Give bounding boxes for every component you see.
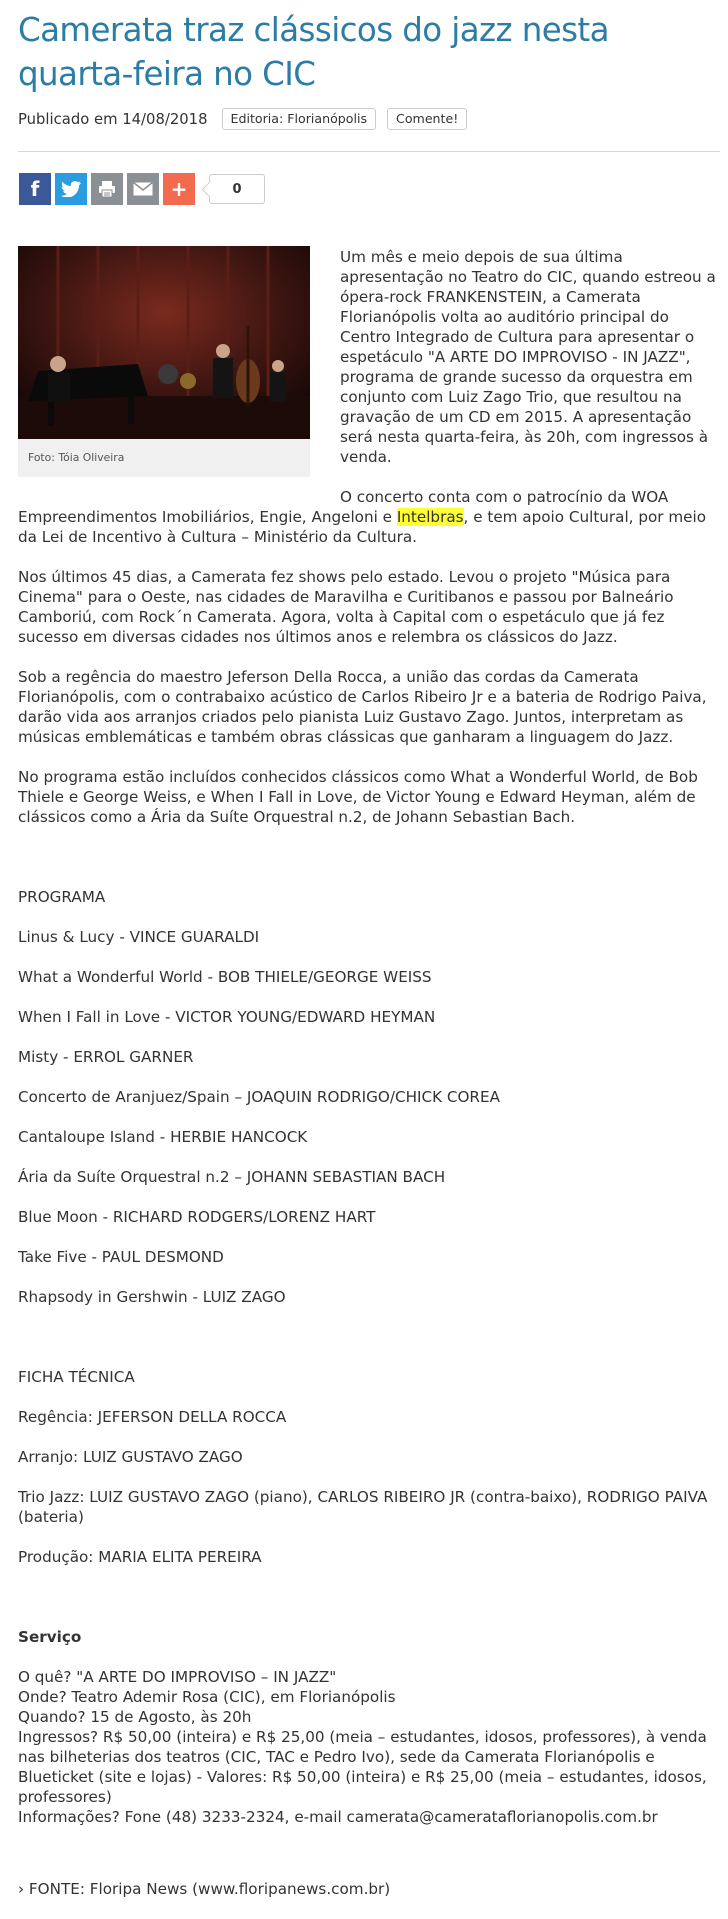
printer-icon bbox=[98, 180, 116, 198]
servico-heading: Serviço bbox=[18, 1628, 82, 1646]
ficha-item: Produção: MARIA ELITA PEREIRA bbox=[18, 1548, 262, 1566]
program-item: When I Fall in Love - VICTOR YOUNG/EDWARD HEYMAN bbox=[18, 1008, 436, 1026]
program-item: Ária da Suíte Orquestral n.2 – JOHANN SEBASTIAN BACH bbox=[18, 1168, 446, 1186]
ficha-item: Trio Jazz: LUIZ GUSTAVO ZAGO (piano), CARLOS RIBEIRO JR (contra-baixo), RODRIGO PAIVA (bateria) bbox=[18, 1488, 708, 1526]
published-date: Publicado em 14/08/2018 bbox=[18, 110, 208, 128]
photo-float-space bbox=[18, 247, 340, 495]
intro-paragraph: Um mês e meio depois de sua última apresentação no Teatro do CIC, quando estreou a ópera-rock FRANKENSTEIN, a Camerata Florianópolis volta ao auditório principal do Centro Integrado de Cultura para apresentar o espetáculo "A ARTE DO IMPROVISO - IN JAZZ", programa de grande sucesso da orquestra em conjunto com Luiz Zago Trio, que resultou na gravação de um CD em 2015. A apresentação será nesta quarta-feira, às 20h, com ingressos à venda. bbox=[340, 248, 716, 466]
ficha-item: Arranjo: LUIZ GUSTAVO ZAGO bbox=[18, 1448, 243, 1466]
servico-line: Quando? 15 de Agosto, às 20h bbox=[18, 1708, 252, 1726]
article-meta bbox=[18, 106, 467, 132]
sponsor-text-end: , e tem apoio Cultural, por meio da Lei de Incentivo à Cultura – Ministério da Cultura. bbox=[18, 508, 706, 546]
body-paragraph: No programa estão incluídos conhecidos clássicos como What a Wonderful World, de Bob Thiele e George Weiss, e When I Fall in Love, de Victor Young e Edward Heyman, além de clássicos como a Ária da Suíte Orquestral n.2, de Johann Sebastian Bach. bbox=[18, 768, 698, 826]
facebook-icon[interactable]: f bbox=[19, 173, 51, 205]
envelope-icon bbox=[133, 182, 153, 196]
email-icon[interactable] bbox=[127, 173, 159, 205]
article-title: Camerata traz clássicos do jazz nesta quarta-feira no CIC bbox=[18, 11, 609, 93]
divider bbox=[18, 151, 720, 152]
body-paragraph: Sob a regência do maestro Jeferson Della Rocca, a união das cordas da Camerata Florianópolis, com o contrabaixo acústico de Carlos Ribeiro Jr e a bateria de Rodrigo Paiva, darão vida aos arranjos criados pelo pianista Luiz Gustavo Zago. Juntos, interpretam as músicas emblemáticas e também obras clássicas que ganharam a linguagem do Jazz. bbox=[18, 668, 707, 746]
sponsor-text: O concerto conta com o patrocínio da WOA Empreendimentos Imobiliários, Engie, Angeloni e bbox=[18, 488, 669, 526]
servico-line: Onde? Teatro Ademir Rosa (CIC), em Florianópolis bbox=[18, 1688, 396, 1706]
twitter-bird-icon bbox=[61, 181, 81, 197]
servico-line: Ingressos? R$ 50,00 (inteira) e R$ 25,00 (meia – estudantes, idosos, professores), à venda nas bilheterias dos teatros (CIC, TAC e Pedro Ivo), sede da Camerata Florianópolis e Blueticket (site e lojas) - Valores: R$ 50,00 (inteira) e R$ 25,00 (meia – estudantes, idosos, professores) bbox=[18, 1728, 707, 1806]
ficha-heading: FICHA TÉCNICA bbox=[18, 1368, 135, 1386]
share-count: 0 bbox=[209, 174, 265, 204]
category-tag[interactable]: Editoria: Florianópolis bbox=[222, 108, 377, 130]
comment-tag[interactable]: Comente! bbox=[387, 108, 467, 130]
program-item: What a Wonderful World - BOB THIELE/GEORGE WEISS bbox=[18, 968, 432, 986]
program-item: Rhapsody in Gershwin - LUIZ ZAGO bbox=[18, 1288, 286, 1306]
plus-icon[interactable]: + bbox=[163, 173, 195, 205]
program-item: Misty - ERROL GARNER bbox=[18, 1048, 194, 1066]
program-item: Cantaloupe Island - HERBIE HANCOCK bbox=[18, 1128, 308, 1146]
program-item: Blue Moon - RICHARD RODGERS/LORENZ HART bbox=[18, 1208, 376, 1226]
share-bar bbox=[19, 173, 265, 205]
servico-line: O quê? "A ARTE DO IMPROVISO – IN JAZZ" bbox=[18, 1668, 337, 1686]
programa-heading: PROGRAMA bbox=[18, 888, 106, 906]
sponsor-paragraph bbox=[18, 487, 720, 547]
source-link[interactable]: › FONTE: Floripa News (www.floripanews.com.br) bbox=[18, 1880, 391, 1898]
photo-caption: Foto: Tóia Oliveira bbox=[28, 451, 125, 464]
article-body bbox=[18, 247, 720, 1919]
twitter-icon[interactable] bbox=[55, 173, 87, 205]
highlighted-sponsor: Intelbras bbox=[396, 508, 464, 526]
print-icon[interactable] bbox=[91, 173, 123, 205]
ficha-item: Regência: JEFERSON DELLA ROCCA bbox=[18, 1408, 287, 1426]
program-item: Linus & Lucy - VINCE GUARALDI bbox=[18, 928, 260, 946]
body-paragraph: Nos últimos 45 dias, a Camerata fez shows pelo estado. Levou o projeto "Música para Cinema" para o Oeste, nas cidades de Maravilha e Curitibanos e passou por Balneário Camboriú, com Rock´n Camerata. Agora, volta à Capital com o espetáculo que já fez sucesso em diversas cidades nos últimos anos e relembra os clássicos do Jazz. bbox=[18, 568, 674, 646]
program-item: Take Five - PAUL DESMOND bbox=[18, 1248, 224, 1266]
servico-line: Informações? Fone (48) 3233-2324, e-mail camerata@cameratafloriano​polis.com.br bbox=[18, 1808, 658, 1826]
program-item: Concerto de Aranjuez/Spain – JOAQUIN RODRIGO/CHICK COREA bbox=[18, 1088, 500, 1106]
